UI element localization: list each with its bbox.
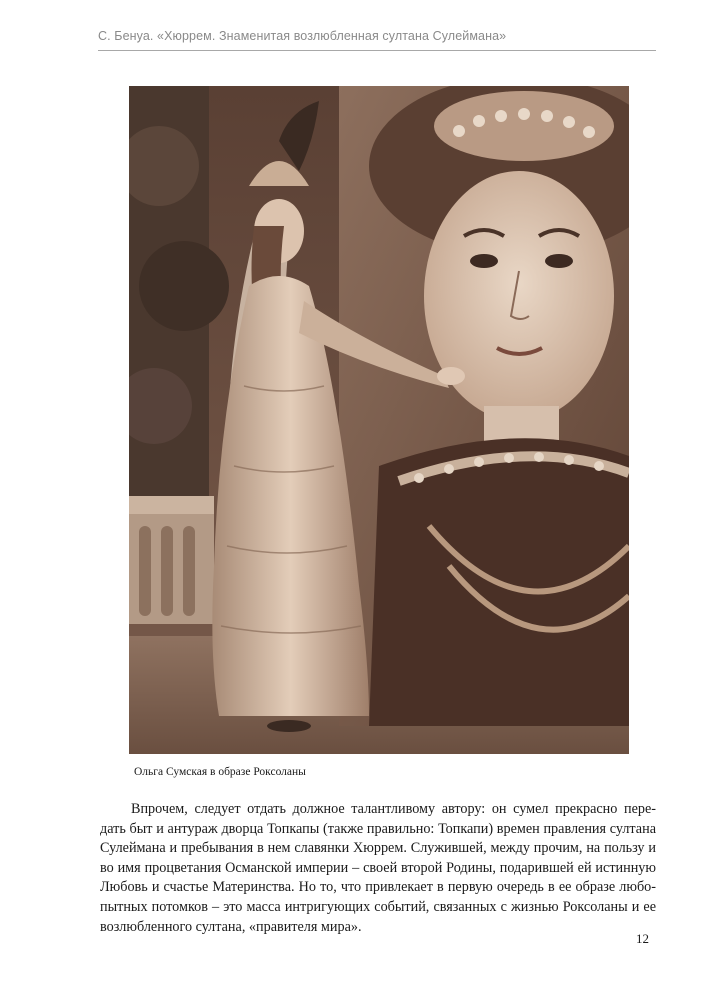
paragraph-line: Сулеймана и пребывания в нем славянки Хюррем. Служившей, между прочим, на пользу и	[100, 840, 656, 857]
paragraph-line: Впрочем, следует отдать должное талантливому автору: он сумел прекрасно пере-	[131, 801, 656, 817]
figure-photo	[129, 86, 629, 754]
body-paragraph	[100, 800, 656, 937]
paragraph-line: дать быт и антураж дворца Топкапы (также правильно: Топкапи) времен правления султана	[100, 820, 656, 837]
figure-caption: Ольга Сумская в образе Роксоланы	[134, 766, 306, 778]
page-number: 12	[636, 931, 649, 946]
header-divider	[98, 50, 656, 51]
paragraph-line: Любовь и счастье Материнства. Но то, что привлекает в первую очередь в ее образе любо-	[100, 879, 656, 896]
paragraph-line: пытных потомков – это масса интригующих событий, связанных с жизнью Роксоланы и ее	[100, 898, 656, 915]
paragraph-line: возлюбленного султана, «правителя мира».	[100, 918, 362, 935]
running-header: С. Бенуа. «Хюррем. Знаменитая возлюбленная султана Сулеймана»	[98, 29, 507, 43]
paragraph-line: во имя процветания Османской империи – своей второй Родины, подарившей ей истинную	[100, 859, 656, 876]
